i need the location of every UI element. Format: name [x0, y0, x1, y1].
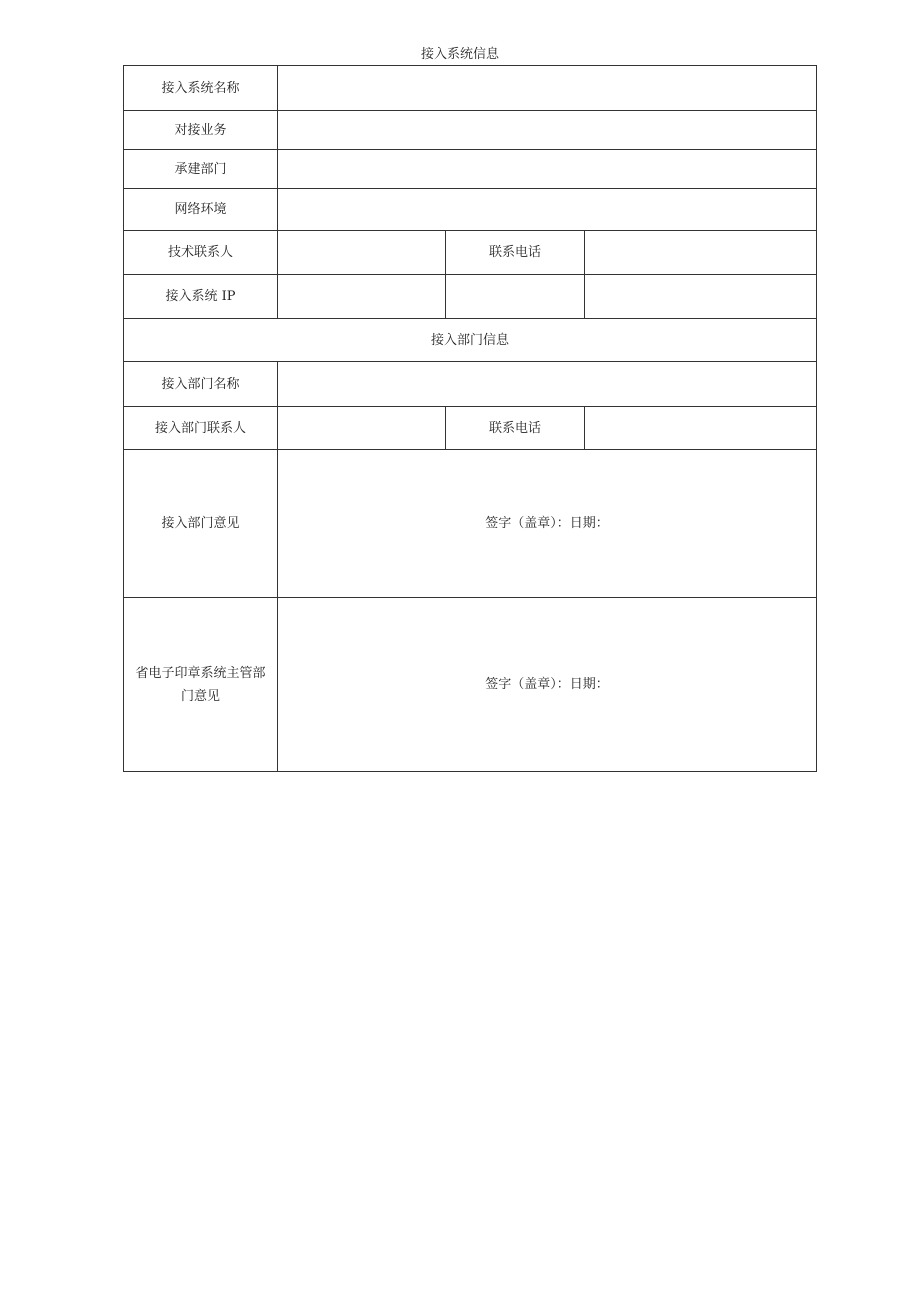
- row-dept-contact: [124, 407, 817, 450]
- label-business: 对接业务: [124, 111, 278, 150]
- field-system-ip-2[interactable]: [446, 275, 585, 319]
- field-tech-contact[interactable]: [278, 231, 446, 275]
- form-title: 接入系统信息: [420, 47, 499, 62]
- field-dept-name[interactable]: [278, 362, 817, 407]
- row-dept-opinion: [124, 450, 817, 598]
- field-dept-contact[interactable]: [278, 407, 446, 450]
- row-dept-name: [124, 362, 817, 407]
- label-tech-phone: 联系电话: [446, 231, 585, 275]
- field-system-name[interactable]: [278, 66, 817, 111]
- label-builder-dept: 承建部门: [124, 150, 278, 189]
- field-system-ip-3[interactable]: [585, 275, 817, 319]
- row-system-ip: [124, 275, 817, 319]
- label-system-ip: 接入系统 IP: [124, 275, 278, 319]
- label-province-opinion: 省电子印章系统主管部门意见: [124, 598, 278, 772]
- section-title-dept-info: 接入部门信息: [124, 319, 817, 362]
- row-tech-contact: [124, 231, 817, 275]
- access-system-form: [123, 65, 817, 772]
- label-system-name: 接入系统名称: [124, 66, 278, 111]
- label-dept-phone: 联系电话: [446, 407, 585, 450]
- field-province-opinion[interactable]: [278, 598, 817, 772]
- row-system-name: [124, 66, 817, 111]
- row-province-opinion: [124, 598, 817, 772]
- field-dept-opinion[interactable]: [278, 450, 817, 598]
- field-business[interactable]: [278, 111, 817, 150]
- label-tech-contact: 技术联系人: [124, 231, 278, 275]
- row-builder-dept: [124, 150, 817, 189]
- label-dept-opinion: 接入部门意见: [124, 450, 278, 598]
- row-section-dept-info: [124, 319, 817, 362]
- field-network[interactable]: [278, 189, 817, 231]
- label-network: 网络环境: [124, 189, 278, 231]
- label-dept-contact: 接入部门联系人: [124, 407, 278, 450]
- signature-line-province: 签字（盖章）：日期：: [485, 677, 609, 692]
- field-builder-dept[interactable]: [278, 150, 817, 189]
- label-dept-name: 接入部门名称: [124, 362, 278, 407]
- row-network: [124, 189, 817, 231]
- row-business: [124, 111, 817, 150]
- field-system-ip-1[interactable]: [278, 275, 446, 319]
- signature-line-dept: 签字（盖章）：日期：: [485, 516, 609, 531]
- field-dept-phone[interactable]: [585, 407, 817, 450]
- field-tech-phone[interactable]: [585, 231, 817, 275]
